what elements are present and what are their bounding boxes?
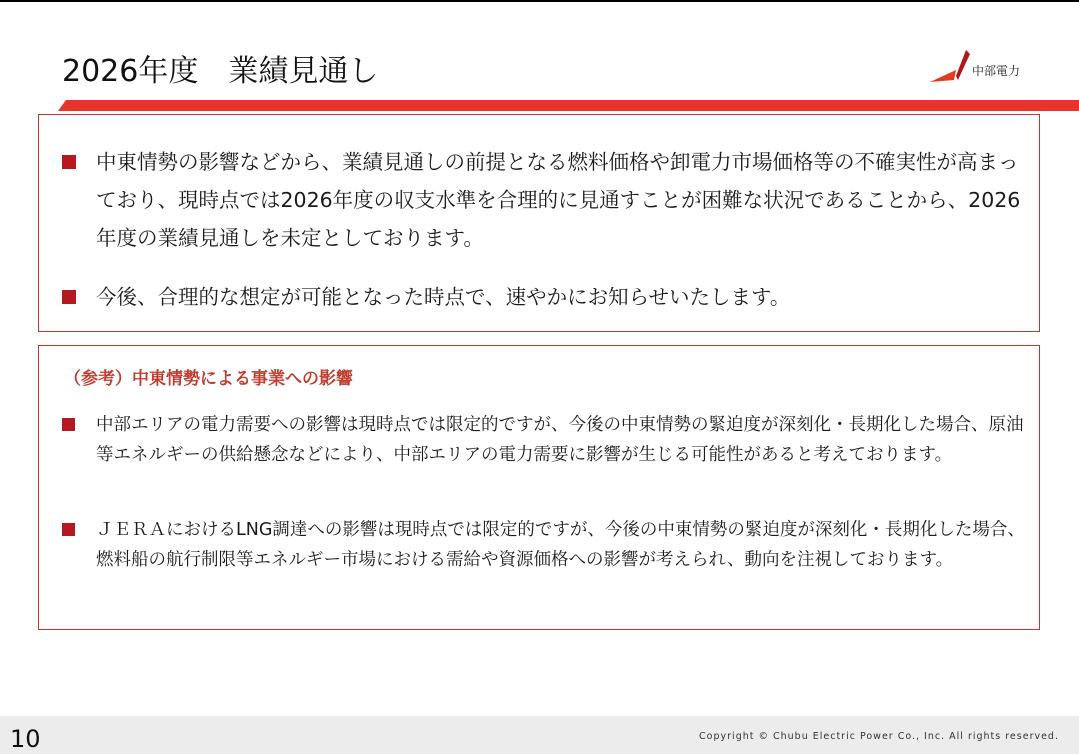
bullet-square (62, 418, 75, 431)
main-bullet-1: 中東情勢の影響などから、業績見通しの前提となる燃料価格や卸電力市場価格等の不確実性が高まっており、現時点では2026年度の収支水準を合理的に見通すことが困難な状況であることから、2026年度の業績見通しを未定としております。 (96, 150, 1021, 250)
logo-text: 中部電力 (972, 64, 1021, 78)
bullet-square (62, 523, 75, 536)
header-red-bar (0, 97, 1079, 111)
reference-bullet-2: ＪＥＲＡにおけるLNG調達への影響は現時点では限定的ですが、今後の中東情勢の緊迫度が深刻化・長期化した場合、燃料船の航行制限等エネルギー市場における需給や資源価格への影響が考えられ、動向を注視しております。 (96, 520, 1025, 570)
bullet-square (62, 155, 76, 169)
page-title: 2026年度 業績見通し (62, 54, 379, 89)
company-logo (926, 40, 1046, 90)
reference-bullet-1: 中部エリアの電力需要への影響は現時点では限定的ですが、今後の中東情勢の緊迫度が深刻化・長期化した場合、原油等エネルギーの供給懸念などにより、中部エリアの電力需要に影響が生じる可能性があると考えております。 (96, 415, 1024, 465)
bullet-square (62, 290, 76, 304)
top-rule (0, 0, 1079, 2)
reference-title: （参考）中東情勢による事業への影響 (64, 369, 353, 389)
main-bullet-2: 今後、合理的な想定が可能となった時点で、速やかにお知らせいたします。 (96, 285, 791, 309)
copyright-text: Copyright © Chubu Electric Power Co., Inc. All rights reserved. (699, 731, 1059, 742)
logo-mark-icon (926, 40, 972, 90)
page-number: 10 (10, 725, 41, 753)
